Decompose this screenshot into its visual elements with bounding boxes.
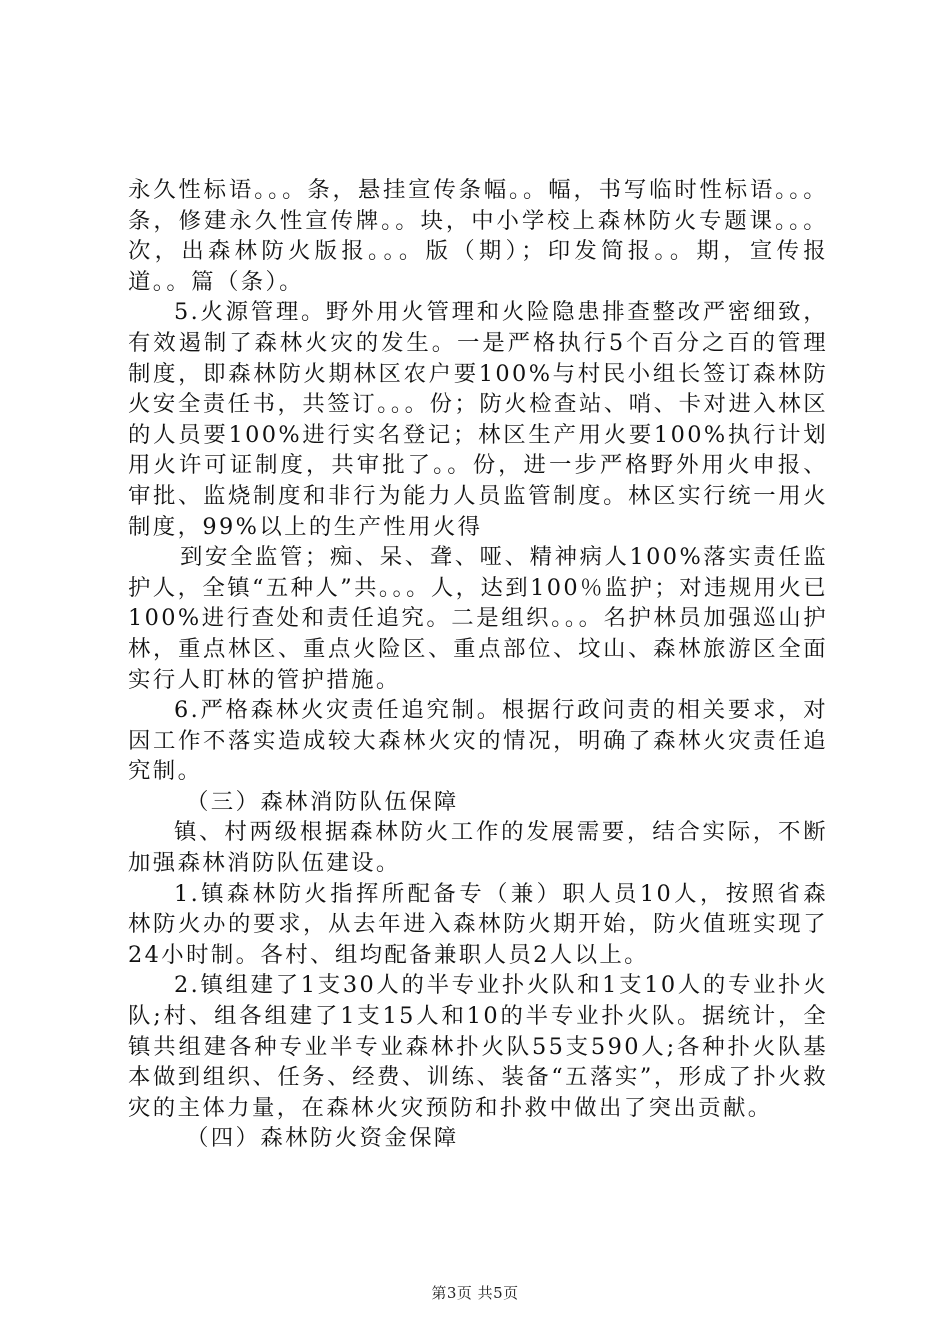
section-heading-funding: （四）森林防火资金保障 bbox=[186, 1125, 459, 1152]
paragraph-propaganda-stats: 永久性标语。。。条，悬挂宣传条幅。。幅，书写临时性标语。。。条，修建永久性宣传牌。。块，中小学校上森林防火专题课。。。次，出森林防火版报。。。版（期）；印发简报。。期，宣传报道。。篇（条）。 bbox=[128, 177, 828, 295]
section-heading-firefighting-team: （三）森林消防队伍保障 bbox=[186, 788, 459, 815]
paragraph-firefighting-squads: 2.镇组建了1支30人的半专业扑火队和1支10人的专业扑火队;村、组各组建了1支15人和10的半专业扑火队。据统计，全镇共组建各种专业半专业森林扑火队55支590人;各种扑火队基本做到组织、任务、经费、训练、装备“五落实”，形成了扑火救灾的主体力量，在森林火灾预防和扑救中做出了突出贡献。 bbox=[128, 972, 828, 1121]
page-footer: 第3页 共5页 bbox=[431, 1284, 519, 1302]
paragraph-accountability: 6.严格森林火灾责任追究制。根据行政问责的相关要求，对因工作不落实造成较大森林火灾的情况，明确了森林火灾责任追究制。 bbox=[128, 697, 828, 785]
document-body bbox=[128, 175, 828, 1154]
paragraph-fire-source-management: 5.火源管理。野外用火管理和火险隐患排查整改严密细致，有效遏制了森林火灾的发生。一是严格执行5个百分之百的管理制度，即森林防火期林区农户要100%与村民小组长签订森林防火安全责任书，共签订。。。份；防火检查站、哨、卡对进入林区的人员要100%进行实名登记；林区生产用火要100%执行计划用火许可证制度，共审批了。。份，进一步严格野外用火申报、审批、监烧制度和非行为能力人员监管制度。林区实行统一用火制度，99%以上的生产性用火得 bbox=[128, 299, 828, 540]
paragraph-command-staffing: 1.镇森林防火指挥所配备专（兼）职人员10人，按照省森林防火办的要求，从去年进入森林防火期开始，防火值班实现了24小时制。各村、组均配备兼职人员2人以上。 bbox=[128, 880, 828, 968]
paragraph-safety-supervision: 到安全监管；痴、呆、聋、哑、精神病人100%落实责任监护人，全镇“五种人”共。。。人，达到100％监护；对违规用火已100%进行查处和责任追究。二是组织。。。名护林员加强巡山护林，重点林区、重点火险区、重点部位、坟山、森林旅游区全面实行人盯林的管护措施。 bbox=[128, 544, 828, 693]
paragraph-team-intro: 镇、村两级根据森林防火工作的发展需要，结合实际，不断加强森林消防队伍建设。 bbox=[128, 819, 828, 877]
